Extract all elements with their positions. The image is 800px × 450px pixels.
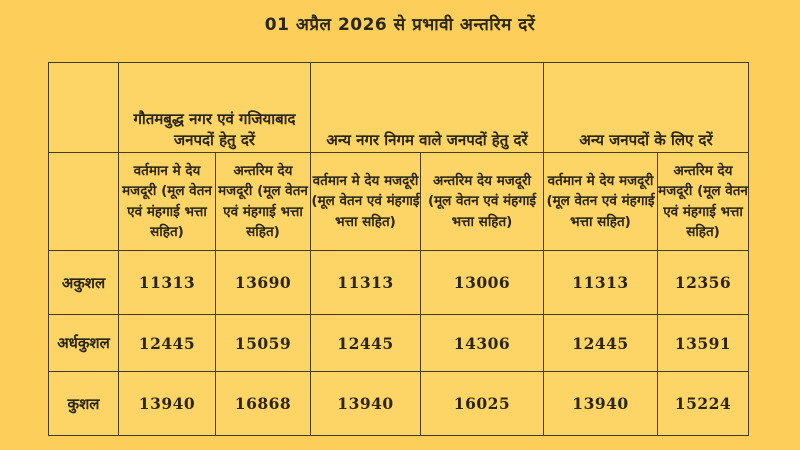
- wage-value: 16025: [421, 372, 544, 436]
- table-row-unskilled: [49, 251, 749, 315]
- subheader-interim-wage-g2: अन्तरिम देय मजदूरी (मूल वेतन एवं मंहगाई भत्ता सहित): [421, 153, 544, 251]
- subheader-interim-wage-g3: अन्तरिम देय मजदूरी (मूल वेतन एवं मंहगाई भत्ता सहित): [658, 153, 749, 251]
- wage-value: 12445: [311, 315, 421, 372]
- row-label-skilled: कुशल: [49, 372, 119, 436]
- group-header-row: [49, 63, 749, 153]
- subheader-current-wage-g1: वर्तमान मे देय मजदूरी (मूल वेतन एवं मंहगाई भत्ता सहित): [119, 153, 216, 251]
- group-header-other-municipal-districts: अन्य नगर निगम वाले जनपदों हेतु दरें: [311, 63, 544, 153]
- wage-value: 13690: [216, 251, 311, 315]
- wage-value: 13006: [421, 251, 544, 315]
- wage-value: 14306: [421, 315, 544, 372]
- empty-cell: [49, 153, 119, 251]
- wage-value: 11313: [119, 251, 216, 315]
- wage-value: 13591: [658, 315, 749, 372]
- wage-value: 13940: [119, 372, 216, 436]
- wage-value: 15224: [658, 372, 749, 436]
- table-row-skilled: [49, 372, 749, 436]
- corner-empty-cell: [49, 63, 119, 153]
- wage-value: 12445: [544, 315, 658, 372]
- wage-value: 16868: [216, 372, 311, 436]
- group-header-other-districts: अन्य जनपदों के लिए दरें: [544, 63, 749, 153]
- row-label-semiskilled: अर्धकुशल: [49, 315, 119, 372]
- wage-value: 13940: [311, 372, 421, 436]
- wage-value: 11313: [544, 251, 658, 315]
- wage-value: 11313: [311, 251, 421, 315]
- page-title: 01 अप्रैल 2026 से प्रभावी अन्तरिम दरें: [264, 15, 536, 35]
- subheader-interim-wage-g1: अन्तरिम देय मजदूरी (मूल वेतन एवं मंहगाई भत्ता सहित): [216, 153, 311, 251]
- wage-value: 12356: [658, 251, 749, 315]
- subheader-current-wage-g2: वर्तमान मे देय मजदूरी (मूल वेतन एवं मंहगाई भत्ता सहित): [311, 153, 421, 251]
- wage-value: 15059: [216, 315, 311, 372]
- row-label-unskilled: अकुशल: [49, 251, 119, 315]
- table-row-semiskilled: [49, 315, 749, 372]
- wage-rates-table: [48, 62, 749, 436]
- wage-value: 13940: [544, 372, 658, 436]
- sub-header-row: [49, 153, 749, 251]
- group-header-gautambudh-ghaziabad: गौतमबुद्ध नगर एवं गजियाबाद जनपदों हेतु दरें: [119, 63, 311, 153]
- wage-value: 12445: [119, 315, 216, 372]
- subheader-current-wage-g3: वर्तमान मे देय मजदूरी (मूल वेतन एवं मंहगाई भत्ता सहित): [544, 153, 658, 251]
